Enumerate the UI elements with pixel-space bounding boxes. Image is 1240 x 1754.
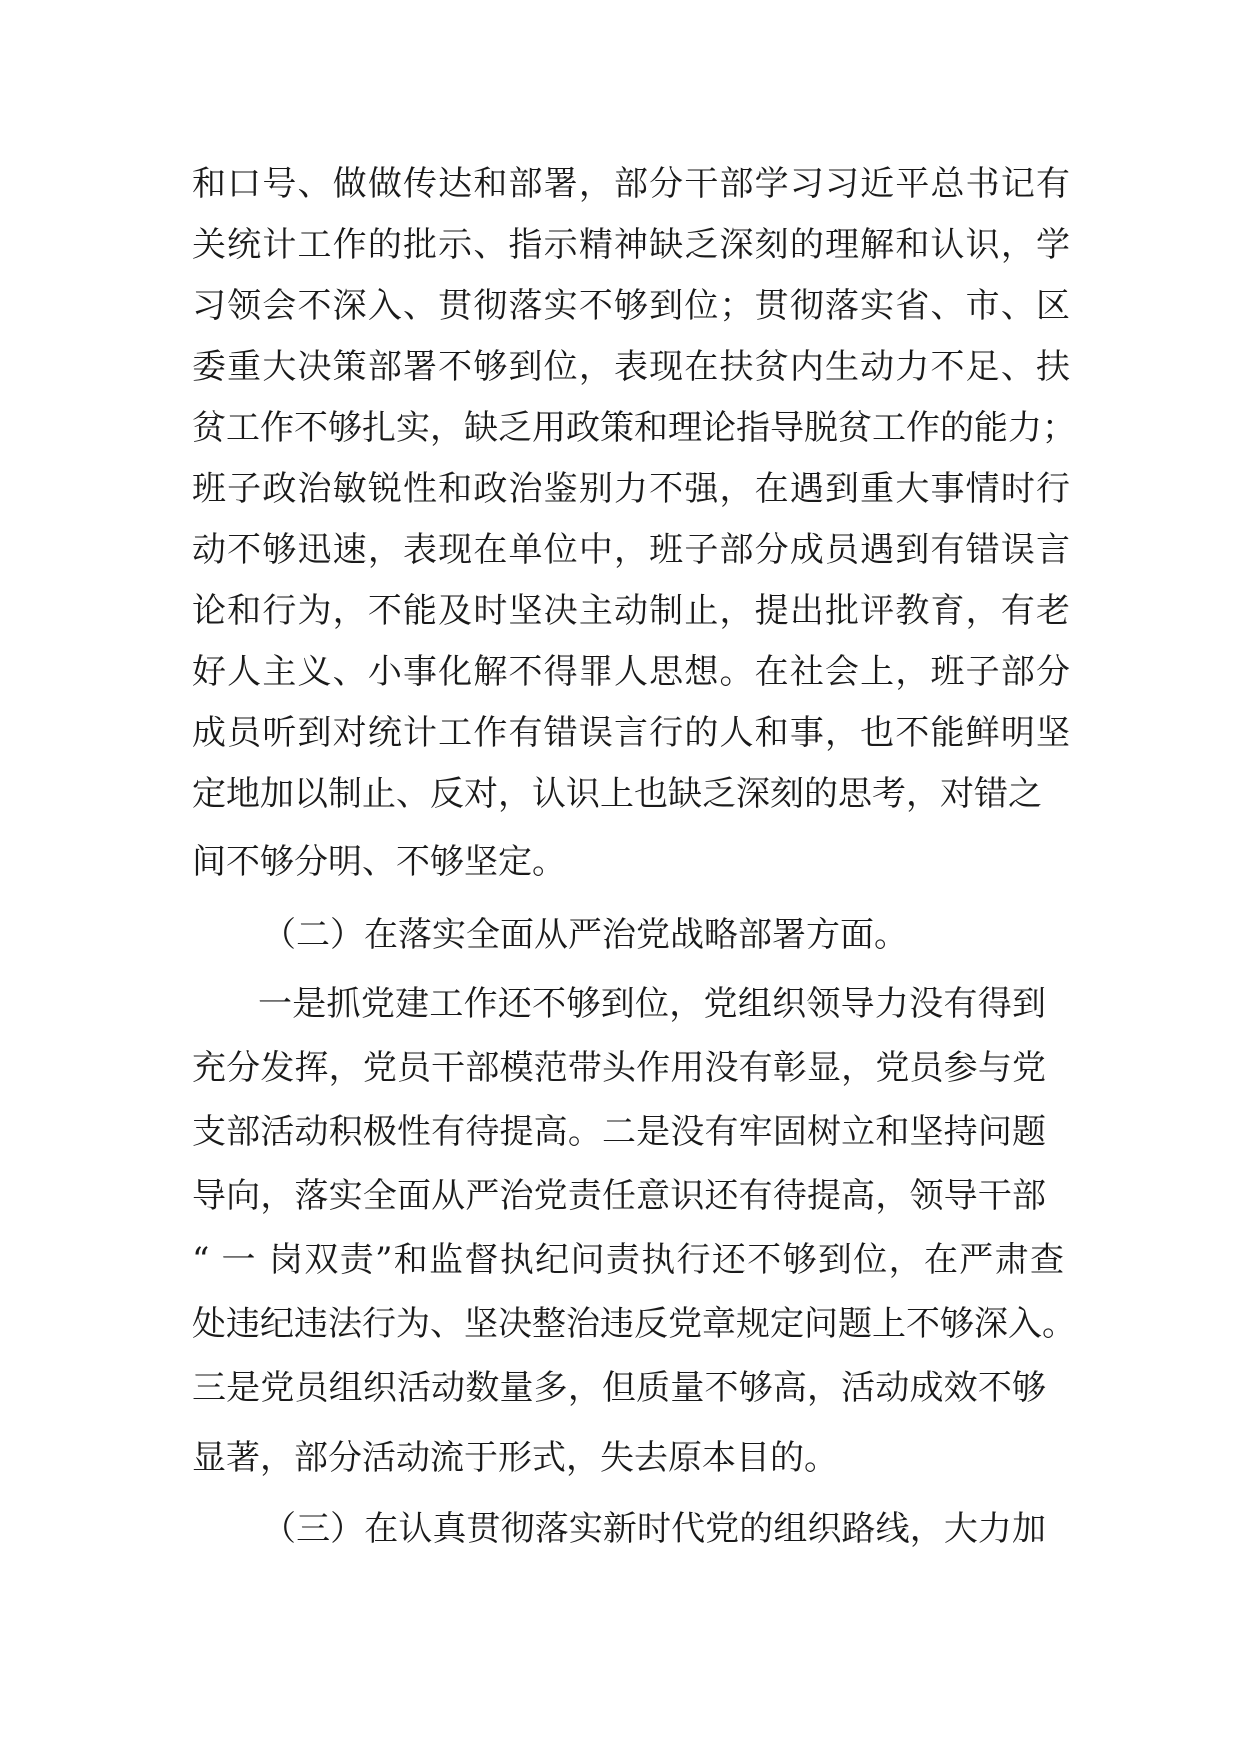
text-line: “ 一 岗双责”和监督执纪问责执行还不够到位，在严肃查 xyxy=(192,1240,1064,1280)
section-heading-2: （二）在落实全面从严治党战略部署方面。 xyxy=(262,915,908,955)
text-line: 班子政治敏锐性和政治鉴别力不强，在遇到重大事情时行 xyxy=(192,469,1070,509)
text-line: 成员听到对统计工作有错误言行的人和事，也不能鲜明坚 xyxy=(192,713,1070,753)
text-line: 好人主义、小事化解不得罪人思想。在社会上，班子部分 xyxy=(192,652,1070,692)
section-heading-3: （三）在认真贯彻落实新时代党的组织路线，大力加 xyxy=(262,1509,1046,1549)
text-line: 导向，落实全面从严治党责任意识还有待提高，领导干部 xyxy=(192,1176,1046,1216)
text-line: 论和行为，不能及时坚决主动制止，提出批评教育，有老 xyxy=(192,591,1070,631)
text-line: 定地加以制止、反对，认识上也缺乏深刻的思考，对错之 xyxy=(192,774,1042,814)
text-line: 支部活动积极性有待提高。二是没有牢固树立和坚持问题 xyxy=(192,1112,1046,1152)
text-line: 处违纪违法行为、坚决整治违反党章规定问题上不够深入。 xyxy=(192,1304,1076,1344)
paragraph-end-line: 间不够分明、不够坚定。 xyxy=(192,842,566,882)
text-line: 关统计工作的批示、指示精神缺乏深刻的理解和认识，学 xyxy=(192,225,1070,265)
text-line: 充分发挥，党员干部模范带头作用没有彰显，党员参与党 xyxy=(192,1048,1046,1088)
paragraph-end-line: 显著，部分活动流于形式，失去原本目的。 xyxy=(192,1438,838,1478)
text-line: 委重大决策部署不够到位，表现在扶贫内生动力不足、扶 xyxy=(192,347,1070,387)
text-line: 和口号、做做传达和部署，部分干部学习习近平总书记有 xyxy=(192,164,1070,204)
paragraph-first-line: 一是抓党建工作还不够到位，党组织领导力没有得到 xyxy=(258,984,1046,1024)
text-line: 三是党员组织活动数量多，但质量不够高，活动成效不够 xyxy=(192,1368,1046,1408)
text-line: 习领会不深入、贯彻落实不够到位；贯彻落实省、市、区 xyxy=(192,286,1070,326)
text-line: 动不够迅速，表现在单位中，班子部分成员遇到有错误言 xyxy=(192,530,1070,570)
text-line: 贫工作不够扎实，缺乏用政策和理论指导脱贫工作的能力； xyxy=(192,408,1076,448)
